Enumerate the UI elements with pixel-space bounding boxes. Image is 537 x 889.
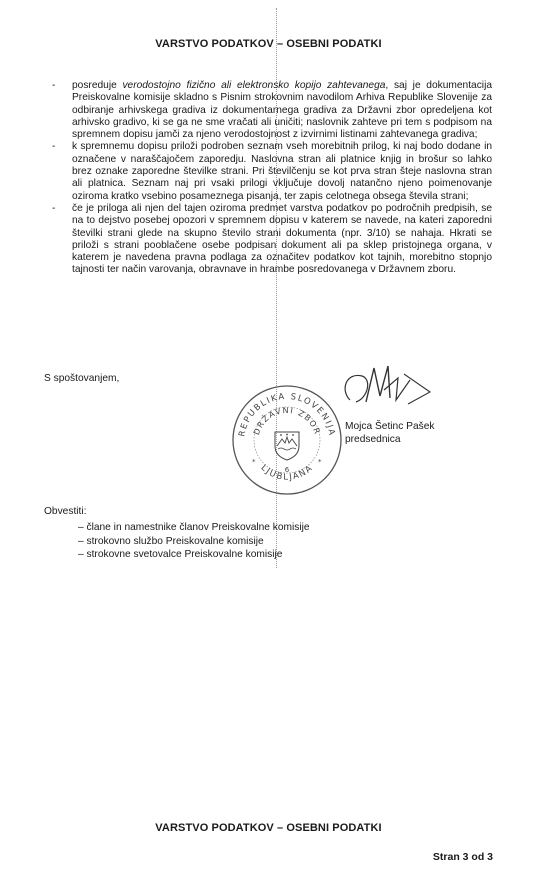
bullet-text: k spremnemu dopisu priloži podroben seznam vseh morebitnih prilog, ki naj bodo dodane in označene v naraščajočem zaporedju. Naslovna stran ali platnice knjig in brošur so lahko brez oznake zaporedne številke strani. Pri številčenju se kot prva stran šteje naslovna stran ali platnica. Seznam naj pri vsaki prilogi vključuje dovolj natančno njeno poimenovanje oziroma kratko vsebino posameznega pisanja, ter zapis celotnega obsega števila strani; [72,141,492,202]
signer-block [345,420,434,446]
recipients-list [78,521,310,562]
seal-star-icon: * [252,458,256,466]
bullet-text: posreduje [72,80,123,91]
list-item [52,80,492,141]
seal-star-icon: * [318,458,322,466]
bullet-text: če je priloga ali njen del tajen oziroma predmet varstva podatkov po področnih predpisih, se na to dejstvo posebej opozori v spremnem dopisu v katerem se navede, na kateri zaporedni številki strani glede na skupno število strani dokumenta (npr. 3/10) se nahaja. Hkrati se priloži s strani pooblačene osebe podpisan dokument ali pa sklep pristojnega organa, v katerem je navedena pravna podlaga za označitev podatkov kot tajnih, morebitno stopnjo tajnosti ter način varovanja, obravnave in hrambe posredovanega v Državnem zboru. [72,202,492,276]
list-item [52,203,492,277]
page-number: Stran 3 od 3 [432,851,493,863]
list-item: – strokovno službo Preiskovalne komisije [78,535,264,547]
official-seal [228,380,346,498]
signer-title: predsednica [345,434,401,445]
bullet-emphasis: verodostojno fizično ali elektronsko kopijo zahtevanega [122,80,386,91]
bullet-dash: - [52,202,56,214]
notify-label: Obvestiti: [44,506,87,517]
signer-name: Mojca Šetinc Pašek [345,421,435,432]
bullet-text-cont: , saj je dokumentacija Preiskovalne komisije skladno s Pisnim strokovnim navodilom Arhiva Republike Slovenije za odbiranje arhivskega gradiva iz dokumentarnega gradiva za Državni zbor opredeljena kot arhivsko gradivo, ki se ga ne sme vračati ali uničiti; naslovnik zahteve pri tem s podpisom na spremnem dopisu jamči za njeno verodostojnost z izvirnimi listinami zahtevanega gradiva; [72,80,492,141]
header-classification: VARSTVO PODATKOV – OSEBNI PODATKI [155,38,382,50]
seal-text-inner: DRŽAVNI ZBOR [251,405,323,437]
bullet-dash: - [52,141,56,153]
seal-number: 6 [284,466,290,474]
handwritten-signature [338,360,458,420]
list-item [52,141,492,202]
footer-classification: VARSTVO PODATKOV – OSEBNI PODATKI [155,822,382,834]
seal-text-top: REPUBLIKA SLOVENIJA [237,391,337,438]
bullet-dash: - [52,80,56,91]
seal-text-bottom: LJUBLJANA [258,463,316,483]
coat-of-arms-icon [275,432,299,460]
list-item: – člane in namestnike članov Preiskovalne komisije [78,522,310,533]
requirements-list [52,80,492,277]
closing-greeting: S spoštovanjem, [44,373,120,384]
list-item: – strokovne svetovalce Preiskovalne komisije [78,549,283,560]
